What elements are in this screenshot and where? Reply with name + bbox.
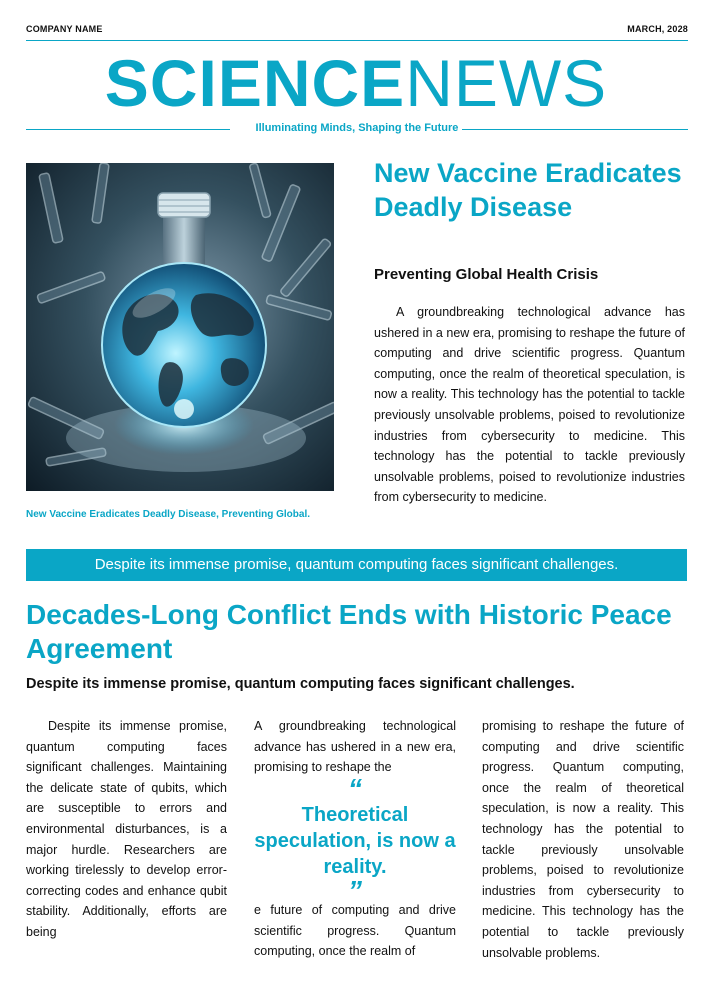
open-quote-icon: “ [348, 773, 362, 804]
feature-headline: New Vaccine Eradicates Deadly Disease [374, 158, 682, 222]
photo-caption: New Vaccine Eradicates Deadly Disease, Preventing Global. [26, 509, 311, 520]
masthead-title [0, 46, 712, 120]
tagline-rule-right [462, 129, 688, 130]
feature-photo [26, 163, 334, 491]
masthead-bold: SCIENCE [104, 46, 406, 120]
banner-text: Despite its immense promise, quantum computing faces significant challenges. [94, 556, 619, 573]
story2-column-2-bottom: e future of computing and drive scientific progress. Quantum computing, once the realm of [254, 903, 456, 959]
feature-subheadline: Preventing Global Health Crisis [374, 266, 599, 283]
tagline: Illuminating Minds, Shaping the Future [255, 122, 459, 134]
story2-column-2-top: A groundbreaking technological advance has ushered in a new era, promising to reshape the [254, 719, 456, 775]
tagline-rule-left [26, 129, 230, 130]
close-quote-icon: ” [348, 875, 362, 906]
issue-date: MARCH, 2028 [627, 24, 688, 34]
story2-subheadline: Despite its immense promise, quantum computing faces significant challenges. [26, 676, 575, 692]
company-name: COMPANY NAME [26, 24, 103, 34]
story2-column-1: Despite its immense promise, quantum computing faces significant challenges. Maintaining the delicate state of qubits, which are susceptible to errors and environmental disturbances, is a major hurdle. Researchers are working tirelessly to develop error-correcting codes and enhance qubit stability. Additionally, efforts are being [26, 719, 227, 939]
story2-headline: Decades-Long Conflict Ends with Historic Peace Agreement [26, 599, 672, 664]
feature-body: A groundbreaking technological advance has ushered in a new era, promising to reshape the future of computing and drive scientific progress. Quantum computing, once the realm of theoretical speculation, is now a reality. This technology has the potential to tackle previously unsolvable problems, poised to revolutionize industries from cybersecurity to medicine. This technology has the potential to tackle previously unsolvable problems, poised to revolutionize industries from cybersecurity to medicine. [374, 305, 685, 505]
masthead-light: NEWS [405, 46, 608, 120]
header-divider [26, 40, 688, 41]
pull-quote: Theoretical speculation, is now a reality. [254, 804, 456, 878]
globe-flask-illustration [26, 163, 334, 491]
story2-column-3: promising to reshape the future of computing and drive scientific progress. Quantum computing, once the realm of theoretical speculation, is now a reality. This technology has the potential to tackle previously unsolvable problems, poised to revolutionize industries from cybersecurity to medicine. This technology has the potential to tackle previously unsolvable problems. [482, 719, 684, 960]
